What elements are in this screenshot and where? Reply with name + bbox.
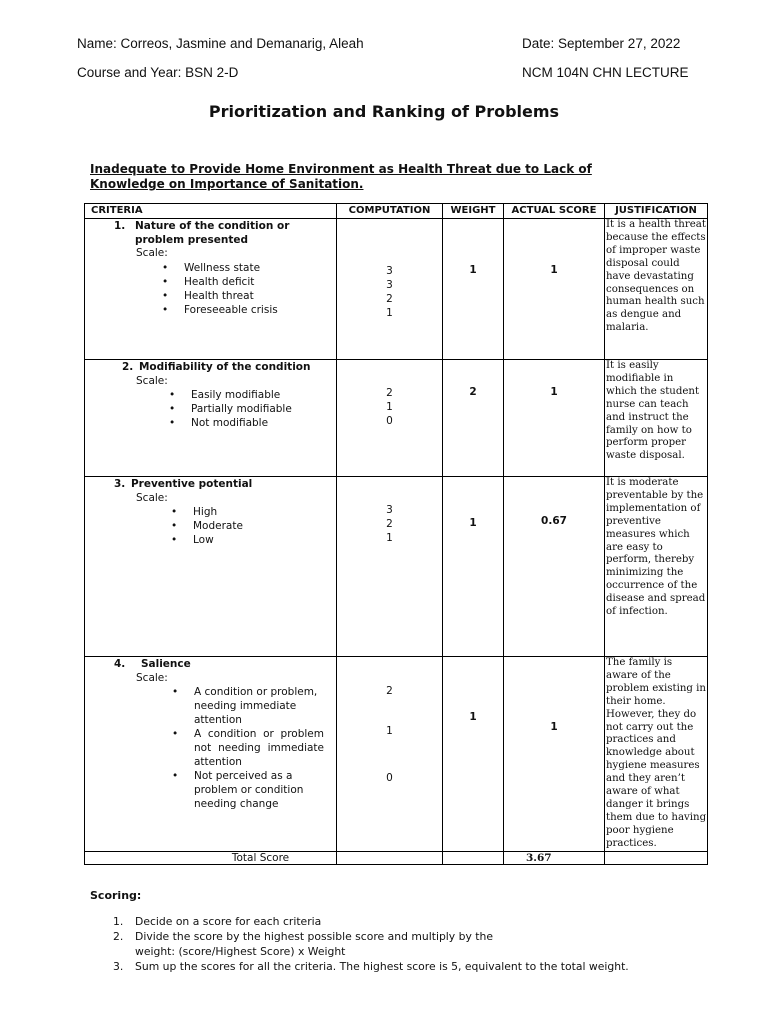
list-item <box>113 914 673 929</box>
scale-label: Scale: <box>136 671 168 684</box>
problem-statement: Inadequate to Provide Home Environment as Health Threat due to Lack of Knowledge on Importance of Sanitation. <box>90 162 592 191</box>
total-value: 3.67 <box>504 851 605 864</box>
prioritization-table <box>84 203 708 865</box>
justification-cell: It is moderate preventable by the implementation of preventive measures which are easy to perform, thereby minimizing the occurrence of the disease and spread of infection. <box>605 477 708 657</box>
criterion-number: 2. <box>122 361 134 373</box>
course-year: Course and Year: BSN 2-D <box>77 65 239 80</box>
computation-value: 1 <box>386 307 393 319</box>
criteria-cell <box>85 477 337 657</box>
scale-options <box>85 685 324 811</box>
computation-value: 1 <box>386 725 393 737</box>
scoring-steps <box>113 914 673 974</box>
criterion-title: Preventive potential <box>130 478 253 490</box>
computation-value: 3 <box>386 279 393 291</box>
step-text: Sum up the scores for all the criteria. The highest score is 5, equivalent to the total weight. <box>135 960 629 973</box>
list-item: • Easily modifiable <box>191 388 336 402</box>
col-header-actual-score: ACTUAL SCORE <box>504 204 605 219</box>
computation-value: 2 <box>386 685 393 697</box>
empty-cell <box>605 851 708 864</box>
step-number: 2. <box>113 930 124 943</box>
table-row <box>85 360 708 477</box>
list-item: • Not perceived as a problem or condition needing change <box>194 769 324 811</box>
student-names: Name: Correos, Jasmine and Demanarig, Aleah <box>77 36 364 51</box>
scoring-heading <box>90 889 141 902</box>
computation-value: 2 <box>386 387 393 399</box>
weight-cell: 1 <box>443 657 504 852</box>
actual-score-cell: 1 <box>504 219 605 360</box>
criterion-title: Modifiability of the condition <box>138 361 311 373</box>
computation-value: 1 <box>386 401 393 413</box>
list-item: • Moderate <box>193 519 336 533</box>
scale-options <box>85 261 336 317</box>
list-item: • Low <box>193 533 336 547</box>
scale-label: Scale: <box>136 247 168 259</box>
subject: NCM 104N CHN LECTURE <box>522 65 689 80</box>
actual-score-cell: 1 <box>504 360 605 477</box>
col-header-computation: COMPUTATION <box>337 204 443 219</box>
weight-cell: 1 <box>443 477 504 657</box>
justification-cell: It is a health threat because the effects of improper waste disposal could have devastating consequences on human health such as dengue and malaria. <box>605 219 708 360</box>
list-item <box>113 929 505 959</box>
criterion-number: 4. <box>114 658 126 670</box>
col-header-justification: JUSTIFICATION <box>605 204 708 219</box>
step-number: 1. <box>113 915 124 928</box>
step-number: 3. <box>113 960 124 973</box>
total-label: Total Score <box>85 851 337 864</box>
criterion-title: Salience <box>140 658 191 670</box>
table-row <box>85 477 708 657</box>
computation-value: 3 <box>386 504 393 516</box>
justification-cell: It is easily modifiable in which the student nurse can teach and instruct the family on how to perform proper waste disposal. <box>605 360 708 477</box>
empty-cell <box>443 851 504 864</box>
computation-value: 1 <box>386 532 393 544</box>
computation-value: 0 <box>386 772 393 784</box>
total-row <box>85 851 708 864</box>
computation-value: 2 <box>386 293 393 305</box>
computation-cell <box>337 657 443 852</box>
list-item: • Wellness state <box>184 261 336 275</box>
actual-score-cell: 0.67 <box>504 477 605 657</box>
list-item: • A condition or problem not needing immediate attention <box>194 727 324 769</box>
list-item: • Health deficit <box>184 275 336 289</box>
weight-cell: 1 <box>443 219 504 360</box>
list-item: • A condition or problem, needing immediate attention <box>194 685 324 727</box>
computation-cell <box>337 360 443 477</box>
criterion-title: Nature of the condition or problem presented <box>134 220 290 246</box>
list-item: • Partially modifiable <box>191 402 336 416</box>
list-item: • High <box>193 505 336 519</box>
weight-cell: 2 <box>443 360 504 477</box>
criterion-number: 3. <box>114 478 126 490</box>
list-item: • Health threat <box>184 289 336 303</box>
empty-cell <box>337 851 443 864</box>
col-header-criteria: CRITERIA <box>85 204 337 219</box>
scale-options <box>85 388 336 430</box>
step-text: Divide the score by the highest possible score and multiply by the weight: (score/Highest Score) x Weight <box>135 930 494 958</box>
criteria-cell <box>85 657 337 852</box>
col-header-weight: WEIGHT <box>443 204 504 219</box>
scale-label: Scale: <box>136 491 168 504</box>
actual-score-cell: 1 <box>504 657 605 852</box>
table-header-row <box>85 204 708 219</box>
computation-value: 3 <box>386 265 393 277</box>
criteria-cell <box>85 219 337 360</box>
computation-value: 2 <box>386 518 393 530</box>
scoring-heading-text: Scoring: <box>90 889 142 902</box>
criterion-number: 1. <box>114 220 126 232</box>
list-item: • Not modifiable <box>191 416 336 430</box>
scale-options <box>85 505 336 547</box>
list-item <box>113 959 673 974</box>
page-title: Prioritization and Ranking of Problems <box>208 102 560 121</box>
table-row <box>85 657 708 852</box>
scale-label: Scale: <box>136 374 168 387</box>
list-item: • Foreseeable crisis <box>184 303 336 317</box>
criteria-cell <box>85 360 337 477</box>
computation-value: 0 <box>386 415 393 427</box>
justification-cell: The family is aware of the problem existing in their home. However, they do not carry out the practices and knowledge about hygiene measures and they aren’t aware of what danger it brings them due to having poor hygiene practices. <box>605 657 708 852</box>
date: Date: September 27, 2022 <box>522 36 681 51</box>
computation-cell <box>337 219 443 360</box>
table-row <box>85 219 708 360</box>
step-text: Decide on a score for each criteria <box>135 915 322 928</box>
computation-cell <box>337 477 443 657</box>
